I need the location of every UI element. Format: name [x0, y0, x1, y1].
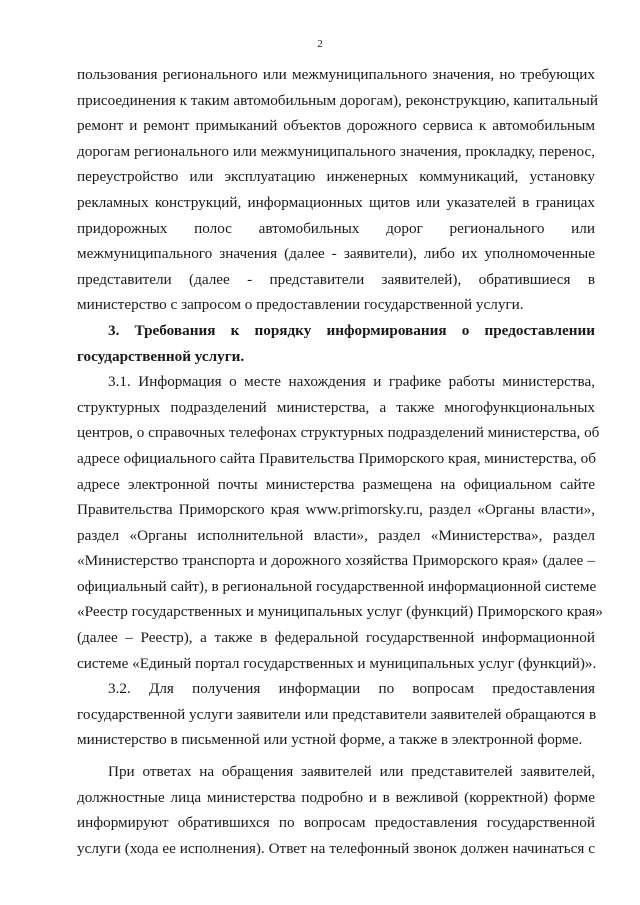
paragraph-3-2 [77, 676, 595, 753]
text-line: межмуниципального значения (далее - заявители), либо их уполномоченные [77, 245, 595, 263]
text-line: придорожных полос автомобильных дорог регионального или [77, 219, 595, 237]
text-line: центров, о справочных телефонах структурных подразделений министерства, об [77, 424, 600, 442]
text-line: При ответах на обращения заявителей или представителей заявителей, [108, 763, 595, 781]
text-line: пользования регионального или межмуниципального значения, но требующих [77, 66, 595, 83]
text-line: информируют обратившихся по вопросам предоставления государственной [77, 814, 595, 832]
text-line: дорогам регионального или межмуниципального значения, прокладку, перенос, [77, 142, 595, 160]
text-line: должностные лица министерства подробно и в вежливой (корректной) форме [77, 788, 595, 806]
section-heading [77, 318, 595, 369]
text-line: министерство в письменной или устной форме, а также в электронной форме. [77, 731, 583, 749]
text-line: (далее – Реестр), а также в федеральной государственной информационной [77, 629, 595, 647]
heading-line: государственной услуги. [77, 347, 245, 365]
text-line: представители (далее - представители заявителей), обратившиеся в [77, 270, 595, 288]
text-line: системе «Единый портал государственных и муниципальных услуг (функций)». [77, 654, 597, 672]
text-line: Правительства Приморского края www.primorsky.ru, раздел «Органы власти», [77, 501, 595, 519]
paragraph-applicants [77, 62, 599, 318]
text-line: присоединения к таким автомобильным дорогам), реконструкцию, капитальный [77, 91, 599, 109]
text-line: 3.2. Для получения информации по вопросам предоставления [108, 680, 595, 698]
text-line: «Реестр государственных и муниципальных услуг (функций) Приморского края» [77, 603, 603, 621]
text-line: адресе электронной почты министерства размещена на официальном сайте [77, 475, 595, 493]
text-line: переустройство или эксплуатацию инженерных коммуникаций, установку [77, 168, 595, 186]
text-line: 3.1. Информация о месте нахождения и графике работы министерства, [108, 373, 595, 391]
text-line: адресе официального сайта Правительства Приморского края, министерства, об [77, 449, 597, 467]
paragraph-3-1 [77, 369, 603, 676]
heading-line: 3. Требования к порядку информирования о предоставлении [108, 321, 595, 339]
text-line: структурных подразделений министерства, а также многофункциональных [77, 398, 595, 416]
document-body [77, 62, 603, 861]
text-line: официальный сайт), в региональной государственной информационной системе [77, 577, 597, 595]
paragraph-responses [77, 759, 595, 861]
text-line: министерство с запросом о предоставлении государственной услуги. [77, 296, 524, 314]
text-line: услуги (хода ее исполнения). Ответ на телефонный звонок должен начинаться с [77, 839, 595, 857]
text-line: ремонт и ремонт примыканий объектов дорожного сервиса к автомобильным [77, 117, 595, 135]
page-number: 2 [317, 38, 323, 50]
text-line: рекламных конструкций, информационных щитов или указателей в границах [77, 193, 595, 211]
text-line: «Министерство транспорта и дорожного хозяйства Приморского края» (далее – [77, 552, 595, 570]
text-line: раздел «Органы исполнительной власти», раздел «Министерства», раздел [77, 526, 595, 544]
text-line: государственной услуги заявители или представители заявителей обращаются в [77, 705, 597, 723]
